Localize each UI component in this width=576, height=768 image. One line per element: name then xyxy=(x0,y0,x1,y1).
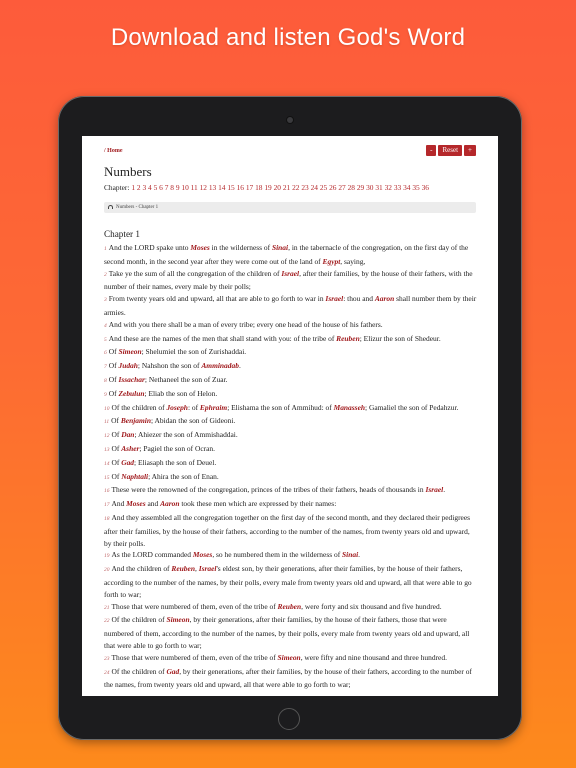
name-link[interactable]: Reuben xyxy=(171,564,195,574)
audio-player[interactable] xyxy=(104,202,476,213)
verse-number: 4 xyxy=(104,322,107,329)
verse-text: Of xyxy=(111,430,122,440)
chapter-heading: Chapter 1 xyxy=(104,229,140,239)
name-link[interactable]: Issachar xyxy=(118,374,145,384)
name-link[interactable]: Naphtali xyxy=(121,471,149,481)
chapter-link[interactable]: 32 xyxy=(384,183,392,192)
font-increase-button[interactable]: + xyxy=(464,145,476,156)
name-link[interactable]: Sinai xyxy=(271,243,289,252)
chapter-link[interactable]: 18 xyxy=(255,183,263,192)
chapter-link[interactable]: 4 xyxy=(148,183,152,192)
name-link[interactable]: Joseph xyxy=(166,402,188,412)
verse xyxy=(104,319,478,333)
verse-number: 3 xyxy=(104,297,107,304)
verse-text: : of xyxy=(187,402,200,412)
verse xyxy=(104,374,478,388)
verse-text: And these are the names of the men that shall stand with you: of the tribe of xyxy=(108,333,337,343)
name-link[interactable]: Reuben xyxy=(336,333,360,343)
name-link[interactable]: Israel xyxy=(325,294,344,304)
headline: Download and listen God's Word xyxy=(110,24,466,51)
verse-text: Of the children of xyxy=(111,402,167,412)
verse-text: , were forty and six thousand and five hundred. xyxy=(301,601,442,611)
chapter-link[interactable]: 29 xyxy=(356,183,365,192)
name-link[interactable]: Israel xyxy=(281,268,300,278)
verse-text: Of the children of xyxy=(111,615,167,625)
name-link[interactable]: Manasseh xyxy=(333,402,366,412)
verse xyxy=(104,415,478,429)
chapter-link[interactable]: 27 xyxy=(338,183,346,192)
verse-number: 12 xyxy=(104,433,110,440)
verse-number: 22 xyxy=(104,618,110,625)
verse-text: These were the renowned of the congregation, princes of the tribes of their fathers, heads of thousands in xyxy=(111,485,426,495)
chapter-link[interactable]: 6 xyxy=(159,183,163,192)
verse-number: 15 xyxy=(104,474,110,481)
verse xyxy=(104,293,478,319)
name-link[interactable]: Moses xyxy=(126,499,146,509)
verse xyxy=(104,484,478,498)
verse xyxy=(104,471,478,485)
app-screen xyxy=(82,136,498,696)
name-link[interactable]: Asher xyxy=(121,443,140,453)
chapter-link[interactable]: 26 xyxy=(329,183,337,192)
verse-text: And they assembled all the congregation together on the first day of the second month, and they declared their pedigrees after their families, by the house of their fathers, according to the number of the names, from twenty years old and upward, by their polls. xyxy=(104,512,471,548)
verse xyxy=(104,512,478,549)
chapter-link[interactable]: 21 xyxy=(282,183,291,192)
chapter-link[interactable]: 24 xyxy=(310,183,318,192)
verse-text: Of xyxy=(108,374,119,384)
chapter-link[interactable]: 22 xyxy=(292,183,300,192)
top-bar xyxy=(104,145,476,159)
verse-text: . xyxy=(238,361,241,371)
verse xyxy=(104,549,478,563)
chapter-link[interactable]: 25 xyxy=(319,183,328,192)
verse-text: Of the children of xyxy=(111,666,167,676)
verse-number: 10 xyxy=(104,405,110,412)
verse-text: , so he numbered them in the wilderness of xyxy=(212,550,343,560)
name-link[interactable]: Israel xyxy=(198,564,217,574)
verse-list xyxy=(104,242,478,691)
chapter-link[interactable]: 8 xyxy=(170,183,174,192)
verse-text: took these men which are expressed by their names: xyxy=(179,499,337,509)
chapter-nav xyxy=(104,183,429,192)
verse xyxy=(104,666,478,692)
name-link[interactable]: Gad xyxy=(121,457,135,467)
verse-text: , xyxy=(194,564,199,574)
chapter-link[interactable]: 13 xyxy=(208,183,217,192)
verse-text: From twenty years old and upward, all that are able to go forth to war in xyxy=(108,294,326,304)
verse-number: 16 xyxy=(104,488,110,495)
verse-text: Of xyxy=(111,416,121,426)
name-link[interactable]: Amminadab xyxy=(201,361,239,371)
verse-text: Those that were numbered of them, even of the tribe of xyxy=(111,601,278,611)
name-link[interactable]: Reuben xyxy=(277,601,302,611)
chapter-link[interactable]: 2 xyxy=(136,183,141,192)
verse-text: , saying, xyxy=(340,256,366,266)
verse-text: Of xyxy=(108,361,119,371)
verse xyxy=(104,360,478,374)
verse xyxy=(104,443,478,457)
verse-text: ; Elizur the son of Shedeur. xyxy=(359,333,441,343)
verse-number: 14 xyxy=(104,460,110,467)
name-link[interactable]: Israel xyxy=(425,485,444,495)
chapter-link[interactable]: 11 xyxy=(190,183,198,192)
verse-text: Of xyxy=(108,388,119,398)
verse-number: 7 xyxy=(104,364,107,371)
verse-text: And the LORD spake unto xyxy=(108,243,191,252)
font-reset-button[interactable]: Reset xyxy=(438,145,462,156)
verse-text: ; Abidan the son of Gideoni. xyxy=(150,416,236,426)
verse-text: : thou and xyxy=(343,294,375,304)
verse-text: , were fifty and nine thousand and three hundred. xyxy=(300,652,447,662)
camera-dot xyxy=(287,117,293,123)
chapter-link[interactable]: 17 xyxy=(245,183,254,192)
verse xyxy=(104,268,478,294)
verse-text: As the LORD commanded xyxy=(111,550,193,560)
verse-text: And xyxy=(111,499,127,509)
verse-text: ; Ahiezer the son of Ammishaddai. xyxy=(134,430,238,440)
chapter-link[interactable]: 33 xyxy=(393,183,402,192)
verse-number: 11 xyxy=(104,419,110,426)
verse-text: ; Shelumiel the son of Zurishaddai. xyxy=(141,347,247,357)
verse-text: And with you there shall be a man of every tribe; every one head of the house of his fathers. xyxy=(108,319,383,329)
verse-text: Take ye the sum of all the congregation of the children of xyxy=(108,268,282,278)
verse-number: 8 xyxy=(104,377,107,384)
verse xyxy=(104,563,478,600)
name-link[interactable]: Simeon xyxy=(118,347,142,357)
verse-number: 20 xyxy=(104,567,110,574)
name-link[interactable]: Judah xyxy=(118,361,138,371)
verse xyxy=(104,652,478,666)
verse-text: 's eldest son, by their generations, after their families, by the house of their fathers, according to the number of the names, by their polls, every male from twenty years old and upward, all that were able to go forth to war; xyxy=(104,564,472,599)
chapter-link[interactable]: 3 xyxy=(142,183,147,192)
chapter-link[interactable]: 35 xyxy=(412,183,420,192)
verse-text: ; Elishama the son of Ammihud: of xyxy=(227,402,334,412)
name-link[interactable]: Aaron xyxy=(374,294,395,304)
verse xyxy=(104,402,478,416)
verse-text: ; Ahira the son of Enan. xyxy=(148,471,219,481)
chapter-link[interactable]: 7 xyxy=(164,183,169,192)
verse-number: 2 xyxy=(104,271,107,278)
verse-number: 21 xyxy=(104,604,110,611)
verse-text: Of xyxy=(111,457,122,467)
chapter-links xyxy=(131,183,429,192)
chapter-link[interactable]: 14 xyxy=(218,183,226,192)
name-link[interactable]: Ephraim xyxy=(199,402,228,412)
chapter-link[interactable]: 31 xyxy=(375,183,383,192)
verse-number: 9 xyxy=(104,391,107,398)
name-link[interactable]: Moses xyxy=(192,550,213,560)
chapter-link[interactable]: 23 xyxy=(301,183,309,192)
verse-text: ; Nahshon the son of xyxy=(137,361,202,371)
verse-text: shall number them by their armies. xyxy=(104,294,477,317)
verse-text: ; Gamaliel the son of Pedahzur. xyxy=(365,402,459,412)
verse-text: , in the tabernacle of the congregation, on the first day of the second month, in the second year after they were come out of the land of xyxy=(104,243,469,266)
verse-number: 6 xyxy=(104,350,107,357)
verse xyxy=(104,242,478,268)
verse-number: 17 xyxy=(104,502,110,509)
verse-number: 19 xyxy=(104,553,110,560)
chapter-link[interactable]: 16 xyxy=(236,183,244,192)
verse-number: 18 xyxy=(104,515,110,522)
name-link[interactable]: Benjamin xyxy=(120,416,151,426)
chapter-link[interactable]: 28 xyxy=(347,183,355,192)
verse-text: Of xyxy=(111,443,122,453)
chapter-link[interactable]: 19 xyxy=(264,183,272,192)
name-link[interactable]: Egypt xyxy=(322,256,341,266)
verse xyxy=(104,388,478,402)
chapter-link[interactable]: 10 xyxy=(181,183,189,192)
verse-text: , by their generations, after their families, by the house of their fathers, those that were numbered of them, according to the number of the names, by their polls, every male from twenty years old and upward, all that were able to go forth to war; xyxy=(104,615,470,650)
verse-text: Of xyxy=(108,347,119,357)
chapter-link[interactable]: 1 xyxy=(131,183,136,192)
book-title: Numbers xyxy=(104,164,152,179)
chapter-link[interactable]: 30 xyxy=(366,183,374,192)
font-decrease-button[interactable]: - xyxy=(426,145,436,156)
verse-text: , by their generations, after their families, by the house of their fathers, according to the number of the names, from twenty years old and upward, all that were able to go forth to war; xyxy=(104,666,472,690)
chapter-label: Chapter: xyxy=(104,183,130,192)
verse xyxy=(104,429,478,443)
verse-text: and xyxy=(145,499,161,509)
verse-text: And the children of xyxy=(111,564,172,574)
verse-text: Of xyxy=(111,471,122,481)
name-link[interactable]: Zebulun xyxy=(118,388,145,398)
name-link[interactable]: Dan xyxy=(121,430,135,440)
verse-text: Those that were numbered of them, even of the tribe of xyxy=(111,652,278,662)
verse-number: 5 xyxy=(104,336,107,343)
verse-text: ; Eliab the son of Helon. xyxy=(144,388,218,398)
verse-text: . xyxy=(358,550,361,560)
chapter-link[interactable]: 5 xyxy=(153,183,158,192)
chapter-link[interactable]: 20 xyxy=(273,183,281,192)
headphones-icon[interactable] xyxy=(108,205,113,209)
audio-label: Numbers - Chapter 1 xyxy=(116,205,159,210)
verse-number: 24 xyxy=(104,669,110,676)
name-link[interactable]: Simeon xyxy=(277,652,301,662)
verse-text: ; Nethaneel the son of Zuar. xyxy=(144,374,228,384)
verse xyxy=(104,498,478,512)
tablet-frame xyxy=(58,96,522,740)
verse xyxy=(104,614,478,651)
verse-number: 13 xyxy=(104,446,110,453)
chapter-link[interactable]: 34 xyxy=(403,183,411,192)
chapter-link[interactable]: 36 xyxy=(421,183,429,192)
name-link[interactable]: Simeon xyxy=(166,615,190,625)
verse xyxy=(104,333,478,347)
verse xyxy=(104,601,478,615)
verse-number: 1 xyxy=(104,246,107,252)
name-link[interactable]: Aaron xyxy=(160,499,180,509)
chapter-link[interactable]: 12 xyxy=(199,183,207,192)
verse-text: ; Eliasaph the son of Deuel. xyxy=(134,457,217,467)
verse xyxy=(104,457,478,471)
verse-text: . xyxy=(443,485,446,495)
verse-text: , after their families, by the house of their fathers, with the number of their names, every male by their polls; xyxy=(104,268,473,292)
verse-text: ; Pagiel the son of Ocran. xyxy=(139,443,216,453)
chapter-link[interactable]: 15 xyxy=(227,183,235,192)
breadcrumb-home[interactable]: / Home xyxy=(104,148,123,154)
home-button[interactable] xyxy=(278,708,300,730)
chapter-link[interactable]: 9 xyxy=(175,183,180,192)
verse xyxy=(104,346,478,360)
name-link[interactable]: Moses xyxy=(190,243,210,252)
name-link[interactable]: Sinai xyxy=(342,550,359,560)
name-link[interactable]: Gad xyxy=(166,666,180,676)
verse-number: 23 xyxy=(104,655,110,662)
verse-text: in the wilderness of xyxy=(209,243,272,252)
font-size-controls xyxy=(426,145,476,156)
